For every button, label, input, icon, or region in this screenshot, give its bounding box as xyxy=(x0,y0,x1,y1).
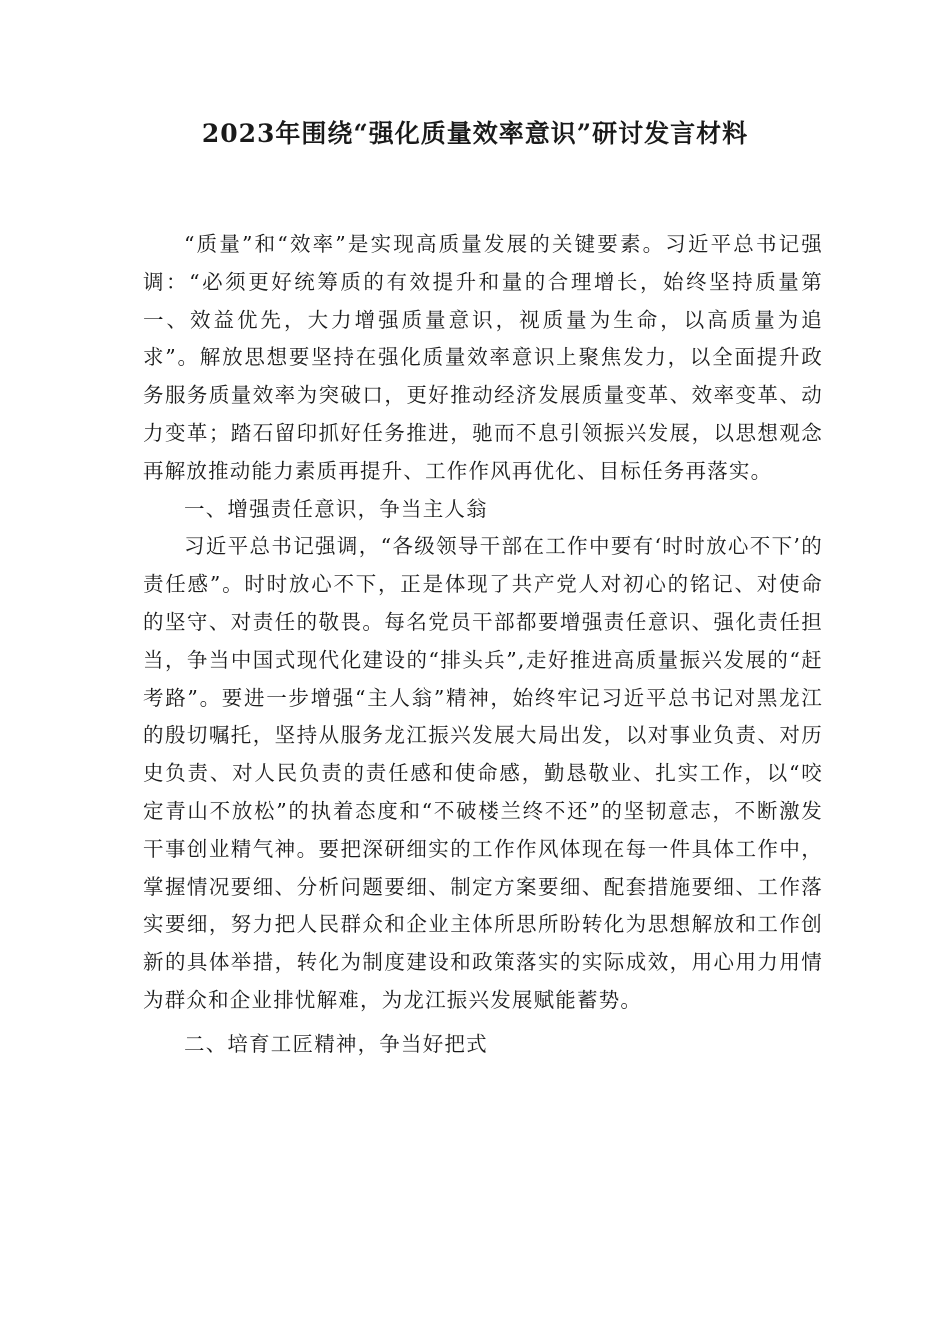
section-2-heading: 二、培育工匠精神，争当好把式 xyxy=(184,1031,488,1056)
document-title: 2023年围绕“强化质量效率意识”研讨发言材料 xyxy=(201,119,749,148)
document-body xyxy=(143,226,823,1064)
section-1-heading: 一、增强责任意识，争当主人翁 xyxy=(184,496,488,521)
section-1-paragraph: 习近平总书记强调，“各级领导干部在工作中要有‘时时放心不下’的责任感”。时时放心不下，正是体现了共产党人对初心的铭记、对使命的坚守、对责任的敬畏。每名党员干部都要增强责任意识、强化责任担当，争当中国式现代化建设的“排头兵”,走好推进高质量振兴发展的“赶考路”。要进一步增强“主人翁”精神，始终牢记习近平总书记对黑龙江的殷切嘱托，坚持从服务龙江振兴发展大局出发，以对事业负责、对历史负责、对人民负责的责任感和使命感，勤恳敬业、扎实工作，以“咬定青山不放松”的执着态度和“不破楼兰终不还”的坚韧意志，不断激发干事创业精气神。要把深研细实的工作作风体现在每一件具体工作中，掌握情况要细、分析问题要细、制定方案要细、配套措施要细、工作落实要细，努力把人民群众和企业主体所思所盼转化为思想解放和工作创新的具体举措，转化为制度建设和政策落实的实际成效，用心用力用情为群众和企业排忧解难，为龙江振兴发展赋能蓄势。 xyxy=(143,534,823,1012)
intro-paragraph: “质量”和“效率”是实现高质量发展的关键要素。习近平总书记强调：“必须更好统筹质的有效提升和量的合理增长，始终坚持质量第一、效益优先，大力增强质量意识，视质量为生命，以高质量为追求”。解放思想要坚持在强化质量效率意识上聚焦发力，以全面提升政务服务质量效率为突破口，更好推动经济发展质量变革、效率变革、动力变革；踏石留印抓好任务推进，驰而不息引领振兴发展，以思想观念再解放推动能力素质再提升、工作作风再优化、目标任务再落实。 xyxy=(143,232,823,483)
